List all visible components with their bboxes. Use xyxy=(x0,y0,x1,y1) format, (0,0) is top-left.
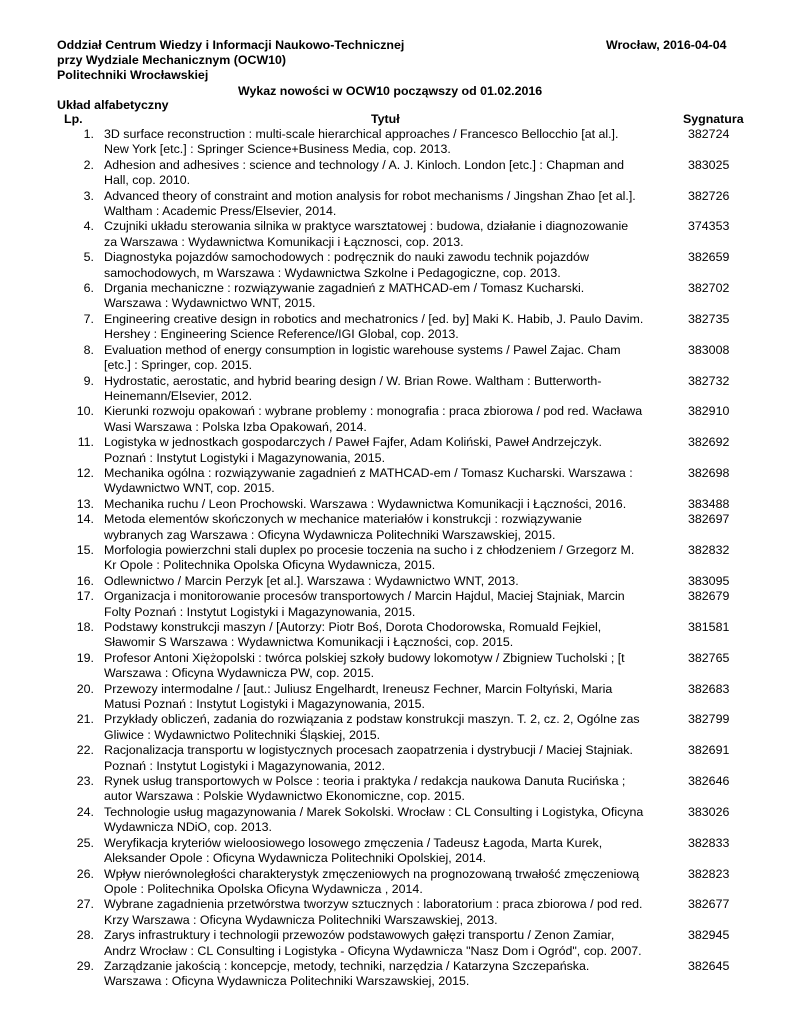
item-number: 12. xyxy=(76,465,94,480)
item-number: 6. xyxy=(83,281,94,296)
item-number: 26. xyxy=(76,866,94,881)
list-item xyxy=(0,928,791,959)
item-number: 2. xyxy=(83,157,94,172)
item-signature: 382679 xyxy=(688,589,730,604)
item-title: Podstawy konstrukcji maszyn / [Autorzy: Piotr Boś, Dorota Chodorowska, Romuald Fejkiel, Sławomir S Warszawa : Wydawnictwa Komunikacji i Łączności, cop. 2015. xyxy=(104,620,602,650)
item-title: Weryfikacja kryteriów wieloosiowego losowego zmęczenia / Tadeusz Łagoda, Marta Kurek, Aleksander Opole : Oficyna Wydawnicza Politechniki Opolskiej, 2014. xyxy=(104,835,603,866)
item-number: 19. xyxy=(76,650,94,665)
item-title: 3D surface reconstruction : multi-scale hierarchical approaches / Francesco Bellocchio [at al.]. New York [etc.] : Springer Science+Business Media, cop. 2013. xyxy=(104,127,619,157)
sort-label: Układ alfabetyczny xyxy=(57,98,169,112)
item-signature: 382833 xyxy=(688,835,730,850)
item-title: Przewozy intermodalne / [aut.: Juliusz Engelhardt, Ireneusz Fechner, Marcin Foltyński, Maria Matusi Poznań : Instytut Logistyki i Magazynowania, 2015. xyxy=(104,681,613,712)
list-item xyxy=(0,466,791,497)
item-signature: 382732 xyxy=(688,373,730,388)
item-signature: 382724 xyxy=(688,127,730,141)
item-title: Profesor Antoni Xiężopolski : twórca polskiej szkoły budowy lokomotyw / Zbigniew Tucholski ; [t Warszawa : Oficyna Wydawnicza PW, cop. 2015. xyxy=(104,650,625,681)
item-signature: 382646 xyxy=(688,774,730,789)
item-number: 29. xyxy=(76,958,94,973)
item-signature: 382691 xyxy=(688,743,730,758)
item-signature: 382735 xyxy=(688,311,730,326)
org-line-3: Politechniki Wrocławskiej xyxy=(57,68,209,82)
list-title: Wykaz nowości w OCW10 począwszy od 01.02.2016 xyxy=(238,84,543,98)
item-signature: 382645 xyxy=(688,958,730,973)
item-number: 17. xyxy=(76,589,94,604)
item-title: Przykłady obliczeń, zadania do rozwiązania z podstaw konstrukcji maszyn. T. 2, cz. 2, Ogólne zas Gliwice : Wydawnictwo Politechniki Śląskiej, 2015. xyxy=(104,712,640,742)
items-list xyxy=(0,127,791,990)
item-title: Zarys infrastruktury i technologii przewozów podstawowych gałęzi transportu / Zenon Zamiar, Andrz Wrocław : CL Consulting i Logistyka - Oficyna Wydawnicza "Nasz Dom i Ogród", cop. 2007. xyxy=(104,928,642,958)
list-item xyxy=(0,404,791,435)
org-line-2: przy Wydziale Mechanicznym (OCW10) xyxy=(57,53,287,67)
item-title: Mechanika ruchu / Leon Prochowski. Warszawa : Wydawnictwa Komunikacji i Łączności, 2016. xyxy=(104,496,627,511)
item-title: Czujniki układu sterowania silnika w praktyce warsztatowej : budowa, działanie i diagnozowanie za Warszawa : Wydawnictwa Komunikacji i Łącznosci, cop. 2013. xyxy=(104,219,629,249)
item-number: 18. xyxy=(76,620,94,634)
item-number: 27. xyxy=(76,897,94,912)
item-signature: 382692 xyxy=(688,435,730,450)
list-item xyxy=(0,158,791,189)
list-item xyxy=(0,374,791,405)
list-item xyxy=(0,589,791,620)
item-title: Hydrostatic, aerostatic, and hybrid bearing design / W. Brian Rowe. Waltham : Butterworth-Heinemann/Elsevier, 2012. xyxy=(104,373,602,403)
item-signature: 381581 xyxy=(688,620,730,634)
list-item xyxy=(0,219,791,250)
item-title: Zarządzanie jakością : koncepcje, metody, techniki, narzędzia / Katarzyna Szczepańska. Warszawa : Oficyna Wydawnicza Politechniki Warszawskiej, 2015. xyxy=(104,958,590,989)
item-number: 23. xyxy=(76,774,94,789)
item-signature: 383488 xyxy=(688,496,730,511)
item-title: Adhesion and adhesives : science and technology / A. J. Kinloch. London [etc.] : Chapman and Hall, cop. 2010. xyxy=(104,157,625,188)
item-signature: 382910 xyxy=(688,404,730,419)
list-item xyxy=(0,543,791,574)
item-title: Technologie usług magazynowania / Marek Sokolski. Wrocław : CL Consulting i Logistyka, Oficyna Wydawnicza NDiO, cop. 2013. xyxy=(104,804,644,835)
item-number: 7. xyxy=(83,311,94,326)
list-item xyxy=(0,435,791,466)
list-item xyxy=(0,620,791,651)
item-title: Evaluation method of energy consumption in logistic warehouse systems / Pawel Zajac. Cham [etc.] : Springer, cop. 2015. xyxy=(104,342,621,373)
list-item xyxy=(0,512,791,543)
item-number: 9. xyxy=(83,373,94,388)
list-item xyxy=(0,682,791,713)
list-item xyxy=(0,281,791,312)
item-title: Mechanika ogólna : rozwiązywanie zagadnień z MATHCAD-em / Tomasz Kucharski. Warszawa : Wydawnictwo WNT, cop. 2015. xyxy=(104,465,633,496)
item-number: 20. xyxy=(76,681,94,696)
item-signature: 382726 xyxy=(688,188,730,203)
item-signature: 382765 xyxy=(688,650,730,665)
item-number: 16. xyxy=(76,573,94,588)
item-title: Organizacja i monitorowanie procesów transportowych / Marcin Hajdul, Maciej Stajniak, Marcin Folty Poznań : Instytut Logistyki i Magazynowania, 2015. xyxy=(104,589,625,619)
list-item xyxy=(0,867,791,898)
org-line-1: Oddział Centrum Wiedzy i Informacji Naukowo-Technicznej xyxy=(57,38,405,52)
list-item xyxy=(0,127,791,158)
item-number: 3. xyxy=(83,188,94,203)
list-item xyxy=(0,651,791,682)
item-number: 15. xyxy=(76,542,94,557)
item-signature: 382702 xyxy=(688,281,730,296)
item-number: 22. xyxy=(76,743,94,758)
item-title: Racjonalizacja transportu w logistycznych procesach zaopatrzenia i dystrybucji / Maciej Stajniak. Poznań : Instytut Logistyki i Magazynowania, 2012. xyxy=(104,743,633,773)
item-title: Logistyka w jednostkach gospodarczych / Paweł Fajfer, Adam Koliński, Paweł Andrzejczyk. Poznań : Instytut Logistyki i Magazynowania, 2015. xyxy=(104,435,602,465)
item-number: 11. xyxy=(77,435,94,450)
item-signature: 374353 xyxy=(688,219,730,234)
item-title: Wybrane zagadnienia przetwórstwa tworzyw sztucznych : laboratorium : praca zbiorowa / pod red. Krzy Warszawa : Oficyna Wydawnicza Politechniki Warszawskiej, 2013. xyxy=(104,897,643,927)
item-number: 10. xyxy=(76,404,94,419)
item-signature: 383008 xyxy=(688,342,730,357)
list-item xyxy=(0,897,791,928)
item-number: 28. xyxy=(76,928,94,943)
place-date: Wrocław, 2016-04-04 xyxy=(606,38,727,52)
list-item xyxy=(0,743,791,774)
column-header-title: Tytuł xyxy=(371,112,400,126)
list-item xyxy=(0,189,791,220)
item-signature: 383025 xyxy=(688,157,730,172)
item-signature: 382698 xyxy=(688,465,730,480)
item-title: Metoda elementów skończonych w mechanice materiałów i konstrukcji : rozwiązywanie wybranych zag Warszawa : Oficyna Wydawnicza Politechniki Warszawskiej, 2015. xyxy=(104,512,582,542)
item-signature: 382823 xyxy=(688,866,730,881)
item-title: Diagnostyka pojazdów samochodowych : podręcznik do nauki zawodu technik pojazdów samochodowych, m Warszawa : Wydawnictwa Szkolne i Pedagogiczne, cop. 2013. xyxy=(104,250,589,280)
item-number: 13. xyxy=(76,496,94,511)
list-item xyxy=(0,343,791,374)
item-signature: 382697 xyxy=(688,512,730,527)
item-title: Engineering creative design in robotics and mechatronics / [ed. by] Maki K. Habib, J. Paulo Davim. Hershey : Engineering Science Reference/IGI Global, cop. 2013. xyxy=(104,311,644,342)
organization-header xyxy=(57,38,527,83)
item-title: Morfologia powierzchni stali duplex po procesie toczenia na sucho i z chłodzeniem / Grzegorz M. Kr Opole : Politechnika Opolska Oficyna Wydawnicza, 2015. xyxy=(104,542,635,573)
list-item xyxy=(0,959,791,990)
list-item xyxy=(0,805,791,836)
item-signature: 383026 xyxy=(688,804,730,819)
item-signature: 382659 xyxy=(688,250,730,265)
item-number: 21. xyxy=(76,712,94,727)
item-title: Advanced theory of constraint and motion analysis for robot mechanisms / Jingshan Zhao [et al.]. Waltham : Academic Press/Elsevier, 2014. xyxy=(104,188,636,219)
list-item xyxy=(0,497,791,512)
list-item xyxy=(0,836,791,867)
item-number: 25. xyxy=(76,835,94,850)
item-signature: 382677 xyxy=(688,897,730,912)
item-signature: 382799 xyxy=(688,712,730,727)
item-number: 5. xyxy=(83,250,94,265)
item-title: Wpływ nierównoległości charakterystyk zmęczeniowych na prognozowaną trwałość zmęczeniową Opole : Politechnika Opolska Oficyna Wydawnicza , 2014. xyxy=(104,866,640,896)
item-title: Kierunki rozwoju opakowań : wybrane problemy : monografia : praca zbiorowa / pod red. Wacława Wasi Warszawa : Polska Izba Opakowań, 2014. xyxy=(104,404,643,434)
item-signature: 382683 xyxy=(688,681,730,696)
item-signature: 382832 xyxy=(688,542,730,557)
item-number: 14. xyxy=(76,512,94,527)
list-item xyxy=(0,574,791,589)
list-item xyxy=(0,250,791,281)
list-item xyxy=(0,312,791,343)
column-header-lp: Lp. xyxy=(64,112,83,126)
list-item xyxy=(0,712,791,743)
item-number: 8. xyxy=(83,342,94,357)
column-header-signature: Sygnatura xyxy=(683,112,744,126)
item-title: Odlewnictwo / Marcin Perzyk [et al.]. Warszawa : Wydawnictwo WNT, 2013. xyxy=(104,573,519,588)
list-item xyxy=(0,774,791,805)
item-number: 1. xyxy=(83,127,94,141)
item-number: 24. xyxy=(76,804,94,819)
item-signature: 382945 xyxy=(688,928,730,943)
item-signature: 383095 xyxy=(688,573,730,588)
item-number: 4. xyxy=(83,219,94,234)
item-title: Drgania mechaniczne : rozwiązywanie zagadnień z MATHCAD-em / Tomasz Kucharski. Warszawa : Wydawnictwo WNT, 2015. xyxy=(104,281,585,311)
item-title: Rynek usług transportowych w Polsce : teoria i praktyka / redakcja naukowa Danuta Rucińska ; autor Warszawa : Polskie Wydawnictwo Ekonomiczne, cop. 2015. xyxy=(104,774,626,804)
